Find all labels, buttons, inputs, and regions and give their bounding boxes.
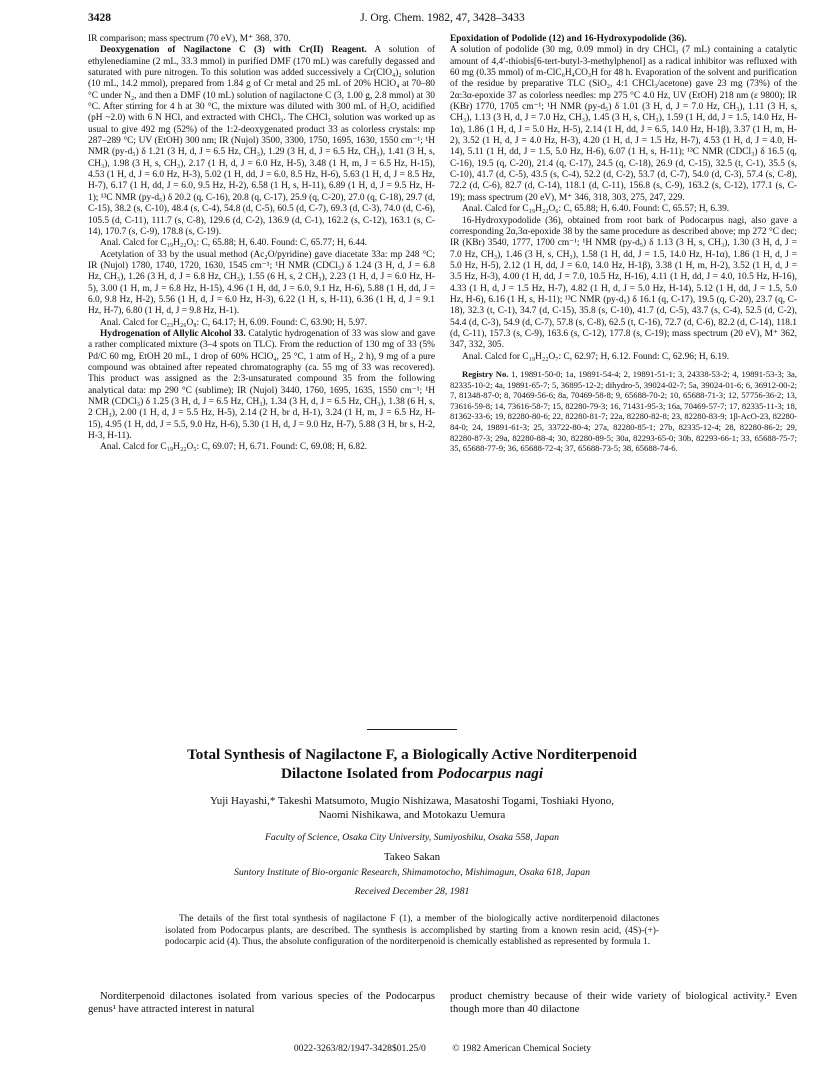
analysis-38: Anal. Calcd for C₁₉H₂₂O₇: C, 62.97; H, 6.12. Found: C, 62.96; H, 6.19. bbox=[462, 351, 730, 362]
journal-citation: J. Org. Chem. 1982, 47, 3428–3433 bbox=[360, 12, 525, 24]
article-title bbox=[110, 745, 714, 783]
author-sakan: Takeo Sakan bbox=[383, 851, 441, 863]
right-column bbox=[450, 34, 797, 454]
abstract: The details of the first total synthesis of nagilactone F (1), a member of the biologically active norditerpenoid dilactones isolated from Podocarpus plants, are described. The synthesis is accomplished by starting from a known resin acid, (4S)-(+)-podocarpic acid (4). Thus, the absolute configuration of the norditerpenoid is chemically established as represented by formula 1. bbox=[165, 914, 659, 948]
title-line-2: Dilactone Isolated from Podocarpus nagi bbox=[280, 765, 544, 782]
hydrogenation-paragraph bbox=[88, 329, 435, 442]
intro-columns bbox=[88, 990, 797, 1016]
deoxygenation-text: A solution of ethylenediamine (2 mL, 33.3 mmol) in purified DMF (170 mL) was carefully degassed and saturated with pure nitrogen. To this solution was added successively a Cr(ClO₄)₂ solution (10 mL, 14.2 mmol), prepared from 1.84 g of Cr metal and 25 mL of 20% HClO₄ at 70–80 °C under N₂, and then a DMF (10 mL) solution of nagilactone C (3, 1.00 g, 2.8 mmol) at 30 °C. After stirring for 4 h at 30 °C, the mixture was diluted with 300 mL of H₂O, acidified (pH ~2.0) with 6 N HCl, and extracted with CHCl₃. The CHCl₃ solution was worked up as usual to give 492 mg (52%) of the 1:2-deoxygenated product 33 as colorless crystals: mp 287–289 °C; UV (EtOH) 300 nm; IR (Nujol) 3500, 3300, 1750, 1695, 1630, 1550 cm⁻¹; ¹H NMR (py-d₅) δ 1.21 (3 H, d, J = 6.5 Hz, CH₃), 1.29 (3 H, d, J = 6.5 Hz, CH₃), 1.41 (3 H, s, CH₃), 1.98 (3 H, s, CH₃), 2.17 (1 H, d, J = 6.0 Hz, H-5), 3.48 (1 H, m, J = 6.5 Hz, H-15), 4.53 (1 H, d, J = 6.0 Hz, H-3), 5.02 (1 H, dd, J = 6.0, 8.5 Hz, H-6), 5.63 (1 H, d, J = 8.5 Hz, H-7), 6.17 (1 H, dd, J = 6.0, 9.5 Hz, H-2), 6.58 (1 H, s, H-11), 6.89 (1 H, d, J = 9.5 Hz, H-1); ¹³C NMR (py-d₅) δ 20.2 (q, C-16), 20.8 (q, C-17), 25.9 (q, C-20), 27.0 (q, C-18), 29.7 (d, C-15), 38.2 (s, C-10), 48.4 (s, C-4), 54.8 (d, C-5), 60.5 (d, C-7), 69.3 (d, C-3), 74.0 (d, C-6), 105.5 (d, C-11), 111.7 (s, C-8), 129.6 (d, C-2), 136.9 (d, C-1), 162.2 (s, C-12), 163.1 (s, C-14), 170.7 (s, C-9), 178.8 (s, C-19). bbox=[88, 45, 436, 237]
analysis-33a: Anal. Calcd for C₂₃H₂₆O₈: C, 64.17; H, 6.09. Found: C, 63.90; H, 5.97. bbox=[100, 317, 368, 328]
registry-list: 1, 19891-50-0; 1a, 19891-54-4; 2, 19891-51-1; 3, 24338-53-2; 4, 19891-53-3; 3a, 82335-10-2; 4a, 19891-65-7; 5, 36895-12-2; dihydro-5, 39024-02-7; 5a, 39024-01-6; 6, 36912-00-2; 7, 81348-87-0; 8, 70469-56-6; 8a, 70469-58-8; 9, 65688-70-2; 10, 65688-71-3; 12, 57756-36-2; 13, 73616-59-8; 14, 73616-58-7; 15, 82280-79-3; 16, 71431-95-3; 16a, 70469-57-7; 17, 82335-11-3; 18, 81362-33-6; 19, 82280-80-6; 22, 82280-81-7; 22a, 82280-82-8; 23, 82280-83-9; 1β-AcO-23, 82280-84-0; 24, 19891-61-3; 25, 33722-80-4; 27a, 82280-85-1; 27b, 82335-12-4; 28, 82280-86-2; 29, 82280-87-3; 29a, 82280-88-4; 30, 82280-89-5; 30a, 82293-65-0; 30b, 82293-66-1; 33, 65688-75-7; 35, 65688-77-9; 36, 65688-72-4; 37, 65688-73-5; 38, 65688-74-6. bbox=[450, 368, 797, 454]
analysis-33: Anal. Calcd for C₁₉H₂₂O₆: C, 65.88; H, 6.40. Found: C, 65.77; H, 6.44. bbox=[100, 238, 368, 249]
hydrogenation-heading: Hydrogenation of Allylic Alcohol 33. bbox=[100, 328, 246, 339]
author-list bbox=[110, 794, 714, 822]
title-line-1: Total Synthesis of Nagilactone F, a Biologically Active Norditerpenoid bbox=[187, 746, 637, 763]
authors-line-1: Yuji Hayashi,* Takeshi Matsumoto, Mugio Nishizawa, Masatoshi Togami, Toshiaki Hyono, bbox=[209, 795, 615, 807]
page-number: 3428 bbox=[88, 12, 111, 24]
section-divider bbox=[367, 729, 457, 730]
intro-right bbox=[450, 990, 797, 1016]
page-footer bbox=[88, 1043, 797, 1055]
deoxygenation-paragraph bbox=[88, 45, 435, 238]
registry-numbers bbox=[450, 369, 797, 454]
analysis-35: Anal. Calcd for C₁₉H₂₂O₅: C, 69.07; H, 6.71. Found: C, 69.08; H, 6.82. bbox=[100, 442, 368, 453]
hydroxypodolide-paragraph: 16-Hydroxypodolide (36), obtained from root bark of Podocarpus nagi, also gave a corresponding 2α,3α-epoxide 38 by the same procedure as described above; mp 272 °C dec; IR (KBr) 3540, 1777, 1700 cm⁻¹; ¹H NMR (py-d₅) δ 1.13 (3 H, s, CH₃), 1.30 (3 H, d, J = 7.0 Hz, CH₃), 1.46 (3 H, s, CH₃), 1.58 (1 H, dd, J = 1.5, 14.0 Hz, H-1α), 1.86 (1 H, d, J = 5.0 Hz, H-5), 2.12 (1 H, dd, J = 6.0, 14.0 Hz, H-1β), 3.38 (1 H, m, H-2), 3.52 (1 H, d, J = 3.5 Hz, H-3), 4.00 (1 H, dd, J = 7.0, 10.5 Hz, H-16), 4.11 (1 H, dd, J = 4.0, 10.5 Hz, H-16), 4.33 (1 H, d, J = 1.5 Hz, H-7), 4.82 (1 H, d, J = 5.0 Hz, H-14), 5.12 (1 H, dd, J = 1.5, 5.0 Hz, H-6), 6.16 (1 H, s, H-11); ¹³C NMR (py-d₅) δ 16.1 (q, C-17), 19.5 (q, C-20), 23.7 (q, C-18), 32.3 (t, C-1), 34.7 (d, C-15), 35.8 (s, C-10), 41.7 (d, C-5), 43.7 (s, C-4), 52.5 (d, C-2), 54.4 (d, C-3), 54.9 (d, C-7), 57.8 (s, C-8), 62.5 (t, C-16), 72.7 (d, C-6), 82.2 (d, C-14), 118.1 (d, C-11), 157.3 (s, C-9), 163.6 (s, C-12), 177.8 (s, C-19); mass spectrum (20 eV), M⁺ 362, 347, 332, 305. bbox=[450, 215, 797, 351]
intro-left bbox=[88, 990, 435, 1016]
epoxidation-heading: Epoxidation of Podolide (12) and 16-Hydroxypodolide (36). bbox=[450, 34, 687, 44]
running-head bbox=[88, 12, 797, 30]
analysis-37: Anal. Calcd for C₁₉H₂₂O₆: C, 65.88; H, 6.40. Found: C, 65.57; H, 6.39. bbox=[462, 204, 730, 215]
affiliation-osaka: Faculty of Science, Osaka City University, Sumiyoshiku, Osaka 558, Japan bbox=[264, 832, 560, 843]
registry-heading: Registry No. bbox=[462, 368, 509, 379]
hydrogenation-text: Catalytic hydrogenation of 33 was slow and gave a rather complicated mixture (3–4 spots on TLC). From the reduction of 130 mg of 33 (5% Pd/C 60 mg, EtOH 20 mL, 1 drop of 60% HClO₄, 25 °C, 1 atm of H₂, 2 h), 9 mg of a pure compound was obtained after repeated chromatography (ca. 55 mg of 33 was recovered). This product was assigned as the 2:3-unsaturated compound 35 from the following analytical data: mp 290 °C (sublime); IR (Nujol) 3440, 1760, 1695, 1635, 1550 cm⁻¹; ¹H NMR (CDCl₃) δ 1.25 (3 H, d, J = 6.5 Hz, CH₃), 1.34 (3 H, d, J = 6.5 Hz, CH₃), 1.38 (6 H, s, 2 CH₃), 2.00 (1 H, d, J = 5.5 Hz, H-5), 2.14 (2 H, br d, H-1), 3.24 (1 H, m, J = 6.5 Hz, H-15), 4.95 (1 H, dd, J = 5.5, 9.0 Hz, H-6), 5.30 (1 H, d, J = 9.0 Hz, H-7), 5.88 (3 H, br s, H-2, H-3, H-11). bbox=[88, 328, 435, 442]
intro-right-text: product chemistry because of their wide variety of biological activity.² Even though more than 40 dilactone bbox=[450, 991, 797, 1015]
article-code: 0022-3263/82/1947-3428$01.25/0 bbox=[293, 1043, 426, 1054]
ir-comparison-line: IR comparison; mass spectrum (70 eV), M⁺ 368, 370. bbox=[88, 34, 291, 44]
copyright: © 1982 American Chemical Society bbox=[452, 1043, 592, 1054]
deoxygenation-heading: Deoxygenation of Nagilactone C (3) with Cr(II) Reagent. bbox=[100, 45, 367, 56]
received-date: Received December 28, 1981 bbox=[354, 886, 470, 897]
body-columns bbox=[88, 34, 797, 454]
epoxidation-text: A solution of podolide (30 mg, 0.09 mmol) in dry CHCl₃ (7 mL) containing a catalytic amount of 4,4′-thiobis[6-tert-butyl-3-methylphenol] as a radical inhibitor was refluxed with 60 mg (0.35 mmol) of m-ClC₆H₄CO₃H for 48 h. Evaporation of the solvent and purification of the residue by preparative TLC (SiO₂, 4:1 CHCl₃/acetone) gave 23 mg (73%) of the 2α:3α-epoxide 37 as colorless needles: mp 275 °C 4.0 Hz, UV (EtOH) 218 nm (ε 9800); IR (KBr) 1770, 1705 cm⁻¹; ¹H NMR (py-d₅) δ 1.01 (3 H, d, J = 7.0 Hz, CH₃), 1.11 (3 H, s, CH₃), 1.13 (3 H, d, J = 7.0 Hz, CH₃), 1.45 (3 H, s, CH₃), 1.59 (1 H, dd, J = 1.5, 14.0 Hz, H-1α), 1.86 (1 H, d, J = 5.0 Hz, H-5), 2.14 (1 H, dd, J = 6.5, 14.0 Hz, H-1β), 3.37 (1 H, m, H-2), 3.52 (1 H, d, J = 4.0 Hz, H-3), 4.20 (1 H, d, J = 1.5 Hz, H-7), 4.53 (1 H, d, J = 4.0, H-14), 5.11 (1 H, dd, J = 1.5, 5.0 Hz, H-6), 6.07 (1 H, s, H-11); ¹³C NMR (CDCl₃) δ 16.5 (q, C-16), 19.5 (q, C-20), 21.4 (q, C-17), 24.5 (q, C-18), 26.9 (d, C-15), 32.5 (t, C-1), 35.5 (s, C-10), 41.7 (d, C-5), 43.5 (s, C-4), 52.2 (d, C-2), 53.7 (d, C-7), 54.0 (d, C-3), 57.4 (s, C-8), 72.2 (d, C-6), 82.7 (d, C-14), 118.1 (d, C-11), 156.8 (s, C-9), 163.2 (s, C-12), 177.1 (s, C-19); mass spectrum (20 eV), M⁺ 346, 318, 303, 275, 247, 229. bbox=[450, 45, 797, 203]
left-column bbox=[88, 34, 435, 454]
authors-line-2: Naomi Nishikawa, and Motokazu Uemura bbox=[318, 809, 506, 821]
acetylation-paragraph: Acetylation of 33 by the usual method (Ac₂O/pyridine) gave diacetate 33a: mp 248 °C; IR (Nujol) 1780, 1740, 1720, 1630, 1545 cm⁻¹; ¹H NMR (CDCl₃) δ 1.24 (3 H, d, J = 6.8 Hz, CH₃), 1.26 (3 H, d, J = 6.8 Hz, CH₃), 1.55 (6 H, s, 2 CH₃), 2.23 (1 H, d, J = 6.0 Hz, H-5), 3.00 (1 H, m, J = 6.8 Hz, H-15), 4.96 (1 H, dd, J = 6.0, 9.1 Hz, H-6), 5.88 (1 H, dd, J = 6.0, 9.8 Hz, H-2), 5.56 (1 H, d, J = 6.0 Hz, H-3), 6.22 (1 H, s, H-11), 6.36 (1 H, d, J = 9.1 Hz, H-7), 6.80 (1 H, d, J = 9.8 Hz, H-1). bbox=[88, 249, 435, 317]
affiliation-suntory: Suntory Institute of Bio-organic Research, Shimamotocho, Mishimagun, Osaka 618, Japan bbox=[234, 867, 590, 878]
title-species: Podocarpus nagi bbox=[437, 765, 544, 782]
intro-left-text: Norditerpenoid dilactones isolated from various species of the Podocarpus genus¹ have attracted interest in natural bbox=[88, 991, 435, 1015]
